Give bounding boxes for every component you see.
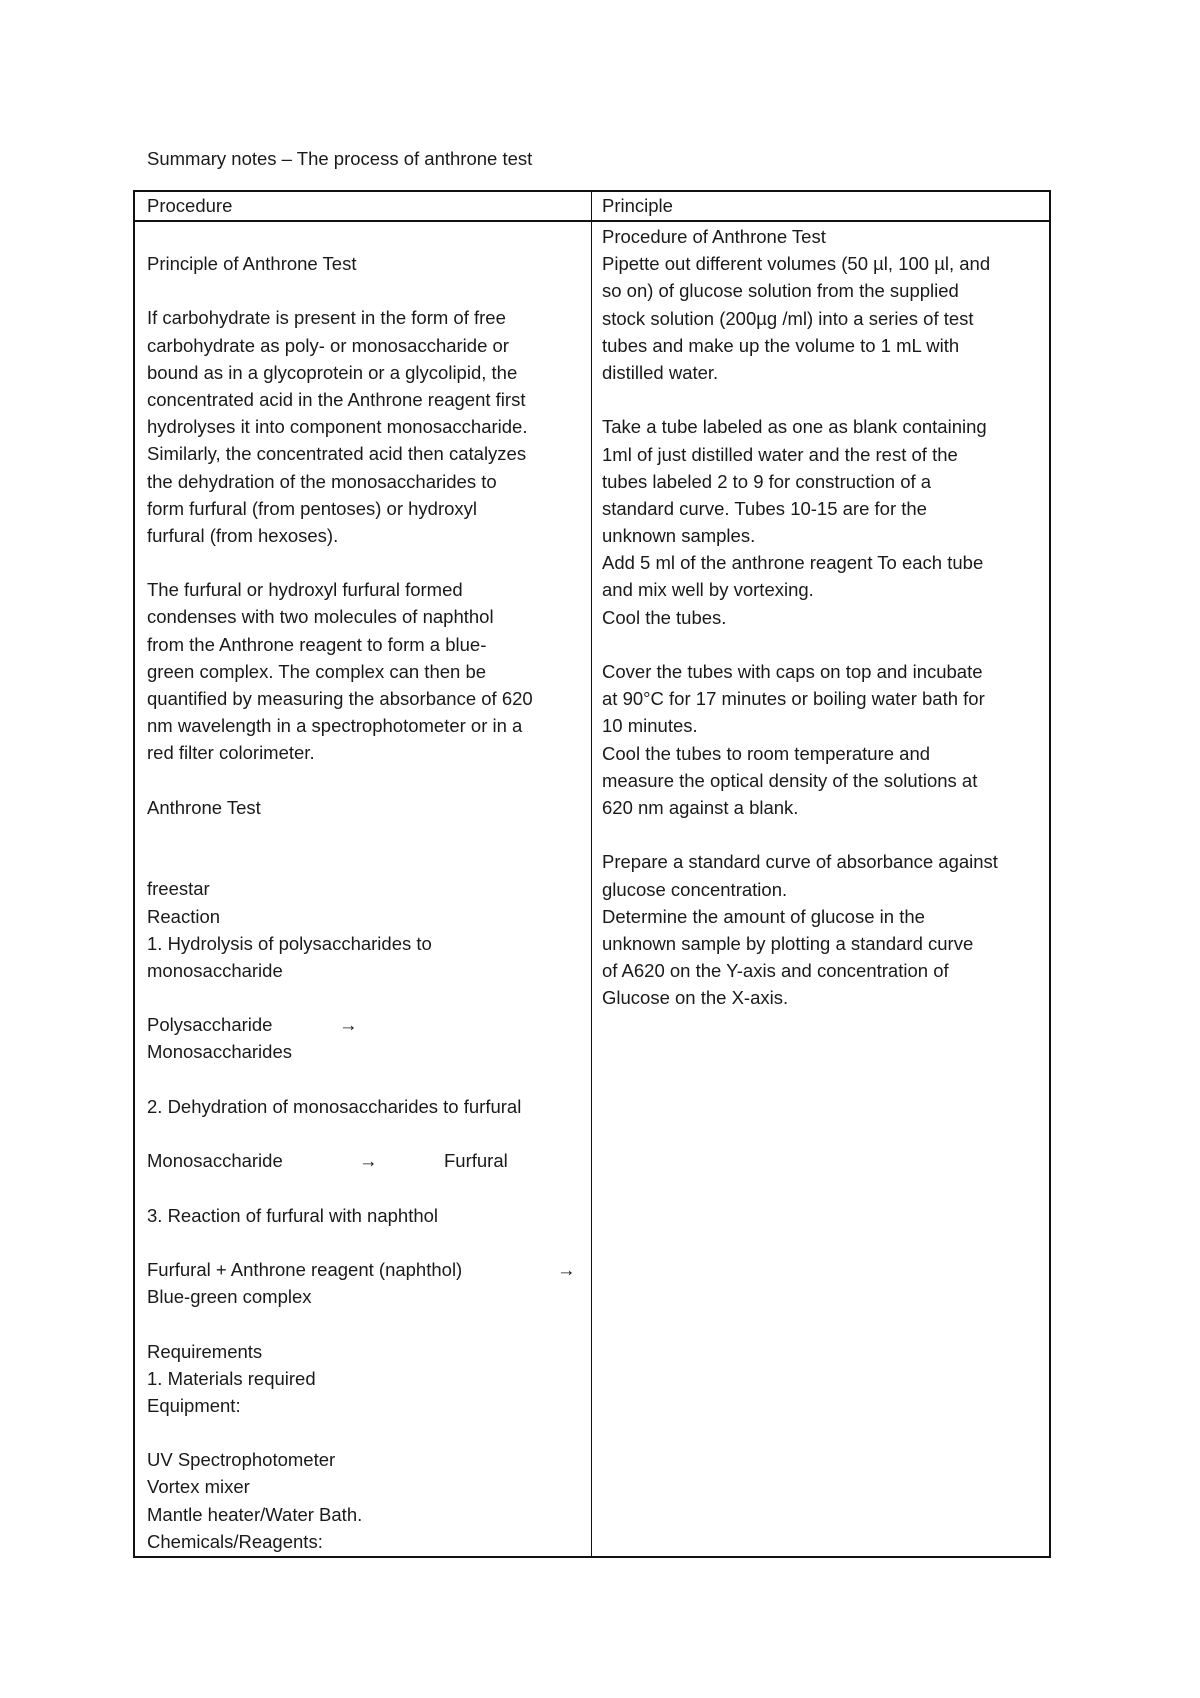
reaction2-product: Furfural: [444, 1150, 508, 1172]
principle-line: at 90°C for 17 minutes or boiling water bath for: [602, 688, 985, 710]
procedure-line: Anthrone Test: [147, 796, 261, 818]
principle-line: Glucose on the X-axis.: [602, 987, 789, 1009]
requirements-line: Equipment:: [147, 1394, 241, 1416]
blank-line: [147, 277, 585, 304]
procedure-line: nm wavelength in a spectrophotometer or in a: [147, 715, 523, 737]
reaction3-product: Blue-green complex: [147, 1286, 312, 1308]
procedure-line: quantified by measuring the absorbance of 620: [147, 688, 533, 709]
principle-line: Pipette out different volumes (50 µl, 100 µl, and: [602, 253, 991, 275]
step2-heading: 2. Dehydration of monosaccharides to furfural: [147, 1095, 522, 1117]
requirements-line: 1. Materials required: [147, 1367, 316, 1389]
principle-line: Cool the tubes.: [602, 606, 727, 628]
procedure-line: green complex. The complex can then be: [147, 660, 487, 682]
principle-line: distilled water.: [602, 361, 719, 383]
blank-line: [147, 1229, 585, 1256]
reaction3-reactant: Furfural + Anthrone reagent (naphthol): [147, 1258, 463, 1280]
blank-line: [602, 386, 1048, 413]
blank-line: [602, 821, 1048, 848]
procedure-principle-table: [133, 190, 1051, 1558]
principle-line: Prepare a standard curve of absorbance against: [602, 851, 998, 873]
procedure-line: furfural (from hexoses).: [147, 524, 339, 546]
requirements-line: Chemicals/Reagents:: [147, 1530, 323, 1552]
principle-line: so on) of glucose solution from the supplied: [602, 280, 959, 302]
principle-column: [602, 223, 1048, 1011]
requirements-line: UV Spectrophotometer: [147, 1449, 336, 1471]
principle-line: glucose concentration.: [602, 878, 788, 900]
header-principle: Principle: [602, 195, 673, 216]
procedure-line: monosaccharide: [147, 959, 283, 981]
principle-line: measure the optical density of the solutions at: [602, 769, 978, 791]
procedure-line: condenses with two molecules of naphthol: [147, 606, 494, 628]
reaction2-row: [147, 1147, 585, 1174]
procedure-line: hydrolyses it into component monosaccharide.: [147, 416, 528, 438]
blank-line: [147, 1120, 585, 1147]
requirements-line: Mantle heater/Water Bath.: [147, 1503, 363, 1525]
principle-line: and mix well by vortexing.: [602, 579, 814, 601]
requirements-text: [147, 1338, 585, 1556]
reaction3-arrow-icon: →: [557, 1258, 576, 1280]
reaction1-product: Monosaccharides: [147, 1041, 292, 1063]
procedure-line: red filter colorimeter.: [147, 742, 315, 764]
blank-line: [602, 631, 1048, 658]
principle-line: Cover the tubes with caps on top and incubate: [602, 661, 983, 682]
blank-line: [147, 767, 585, 794]
principle-line: Take a tube labeled as one as blank containing: [602, 416, 987, 438]
principle-line: Determine the amount of glucose in the: [602, 905, 925, 927]
procedure-text: [147, 250, 585, 984]
procedure-line: 1. Hydrolysis of polysaccharides to: [147, 932, 432, 954]
procedure-line: The furfural or hydroxyl furfural formed: [147, 579, 463, 601]
principle-line: Add 5 ml of the anthrone reagent To each tube: [602, 552, 984, 574]
blank-line: [147, 821, 585, 848]
blank-line: [147, 1174, 585, 1201]
principle-line: unknown samples.: [602, 525, 756, 547]
blank-line: [147, 549, 585, 576]
step3-heading: 3. Reaction of furfural with naphthol: [147, 1204, 439, 1226]
blank-line: [147, 1066, 585, 1093]
header-procedure: Procedure: [147, 195, 233, 216]
procedure-line: from the Anthrone reagent to form a blue-: [147, 633, 487, 655]
procedure-line: carbohydrate as poly- or monosaccharide or: [147, 334, 509, 356]
principle-line: Cool the tubes to room temperature and: [602, 742, 931, 764]
requirements-line: Requirements: [147, 1340, 263, 1362]
reaction3-row: [147, 1256, 585, 1283]
reaction1-arrow-icon: →: [339, 1014, 358, 1036]
reaction2-arrow-icon: →: [359, 1150, 378, 1172]
procedure-line: freestar: [147, 878, 210, 900]
procedure-line: the dehydration of the monosaccharides to: [147, 470, 497, 492]
procedure-line: If carbohydrate is present in the form of free: [147, 307, 506, 329]
header-divider: [135, 220, 1049, 222]
principle-line: tubes and make up the volume to 1 mL with: [602, 334, 960, 356]
procedure-line: form furfural (from pentoses) or hydroxyl: [147, 497, 478, 519]
requirements-line: Vortex mixer: [147, 1476, 250, 1498]
principle-line: stock solution (200µg /ml) into a series of test: [602, 307, 974, 329]
principle-line: of A620 on the Y-axis and concentration of: [602, 960, 949, 982]
blank-line: [147, 848, 585, 875]
procedure-column: [147, 250, 585, 1555]
principle-line: 1ml of just distilled water and the rest of the: [602, 443, 958, 465]
document-title: Summary notes – The process of anthrone test: [147, 148, 533, 169]
procedure-line: Principle of Anthrone Test: [147, 253, 357, 274]
procedure-line: concentrated acid in the Anthrone reagent first: [147, 388, 526, 410]
blank-line: [147, 984, 585, 1011]
procedure-line: Reaction: [147, 905, 221, 927]
principle-line: standard curve. Tubes 10-15 are for the: [602, 497, 927, 519]
blank-line: [147, 1310, 585, 1337]
principle-text: [602, 223, 1048, 1011]
principle-line: 10 minutes.: [602, 715, 698, 737]
column-divider: [591, 192, 592, 1556]
procedure-line: Similarly, the concentrated acid then catalyzes: [147, 443, 527, 465]
principle-line: tubes labeled 2 to 9 for construction of a: [602, 470, 932, 492]
reaction2-reactant: Monosaccharide: [147, 1150, 283, 1172]
blank-line: [147, 1419, 585, 1446]
principle-line: unknown sample by plotting a standard curve: [602, 932, 974, 954]
principle-line: Procedure of Anthrone Test: [602, 226, 826, 247]
procedure-line: bound as in a glycoprotein or a glycolipid, the: [147, 361, 518, 383]
principle-line: 620 nm against a blank.: [602, 796, 799, 818]
reaction1-reactant: Polysaccharide: [147, 1014, 273, 1036]
